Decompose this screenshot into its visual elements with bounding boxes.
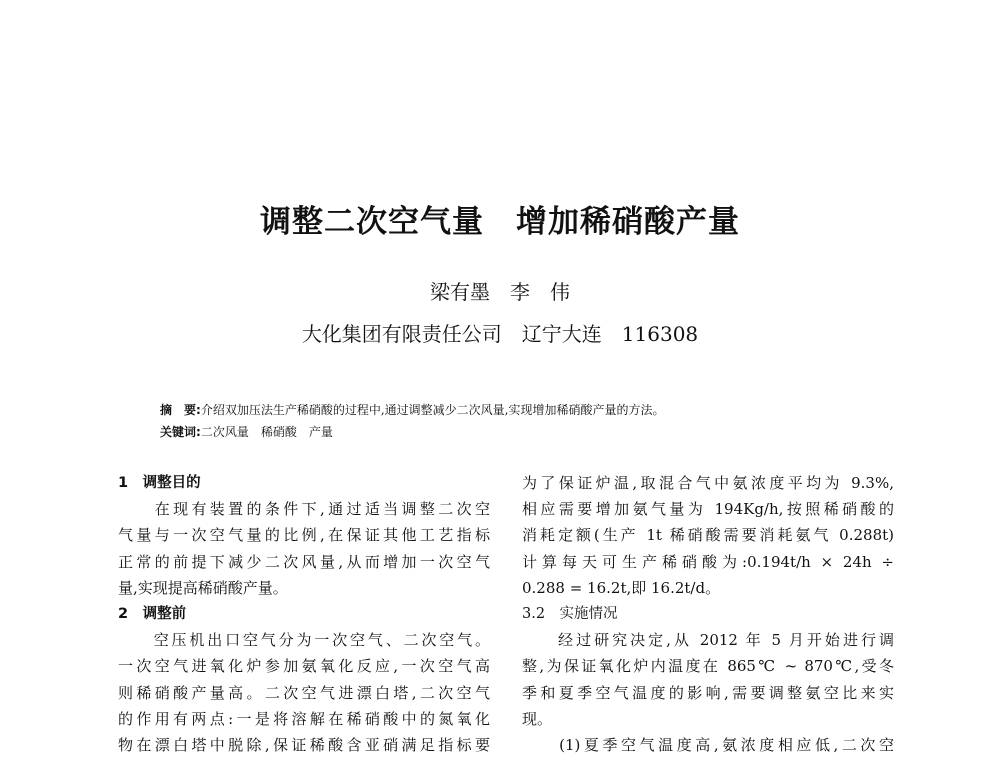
section-1-line: 气量与一次空气量的比例,在保证其他工艺指标	[118, 526, 490, 545]
continued-line: 相应需要增加氨气量为 194Kg/h,按照稀硝酸的	[522, 500, 894, 519]
affiliation: 大化集团有限责任公司 辽宁大连 116308	[301, 322, 699, 346]
abstract-block	[160, 399, 880, 443]
section-2-line: 一次空气进氧化炉参加氨氧化反应,一次空气高	[118, 657, 490, 676]
keywords-label: 关键词:	[160, 425, 201, 439]
section-2-line: 空压机出口空气分为一次空气、二次空气。	[118, 631, 490, 650]
section-3-2-line: 经过研究决定,从 2012 年 5 月开始进行调	[522, 631, 894, 650]
section-2-line: 物在漂白塔中脱除,保证稀酸含亚硝满足指标要	[118, 736, 490, 755]
section-1-heading: 1 调整目的	[118, 475, 201, 491]
section-1-line: 正常的前提下减少二次风量,从而增加一次空气	[118, 552, 490, 571]
continued-line: 消耗定额(生产 1t 稀硝酸需要消耗氨气 0.288t)	[522, 526, 894, 545]
section-3-2-line: 季和夏季空气温度的影响,需要调整氨空比来实	[522, 683, 894, 702]
section-2-line: 则稀硝酸产量高。二次空气进漂白塔,二次空气	[118, 683, 490, 702]
section-1-line: 量,实现提高稀硝酸产量。	[118, 578, 288, 597]
abstract-label: 摘 要:	[160, 403, 201, 417]
left-column	[118, 470, 490, 758]
section-3-2-line: (1)夏季空气温度高,氨浓度相应低,二次空	[522, 736, 894, 755]
keywords-text: 二次风量 稀硝酸 产量	[200, 425, 333, 439]
right-column	[522, 470, 894, 758]
section-3-2-line: 现。	[522, 709, 553, 728]
continued-line: 为了保证炉温,取混合气中氨浓度平均为 9.3%,	[522, 474, 894, 492]
section-3-2-heading: 3.2 实施情况	[522, 606, 618, 623]
section-1-line: 在现有装置的条件下,通过适当调整二次空	[118, 500, 490, 519]
section-3-2-line: 整,为保证氧化炉内温度在 865℃ ~ 870℃,受冬	[522, 657, 894, 676]
section-2-heading: 2 调整前	[118, 606, 187, 623]
keywords	[160, 421, 880, 443]
continued-line: 0.288 = 16.2t,即 16.2t/d。	[522, 578, 721, 597]
abstract-text: 介绍双加压法生产稀硝酸的过程中,通过调整减少二次风量,实现增加稀硝酸产量的方法。	[200, 403, 665, 417]
section-2-line: 的作用有两点:一是将溶解在稀硝酸中的氮氧化	[118, 709, 490, 728]
continued-line: 计算每天可生产稀硝酸为:0.194t/h × 24h ÷	[522, 552, 894, 571]
abstract	[160, 399, 880, 421]
authors: 梁有墨 李 伟	[430, 280, 570, 304]
paper-title: 调整二次空气量 增加稀硝酸产量	[260, 204, 740, 240]
